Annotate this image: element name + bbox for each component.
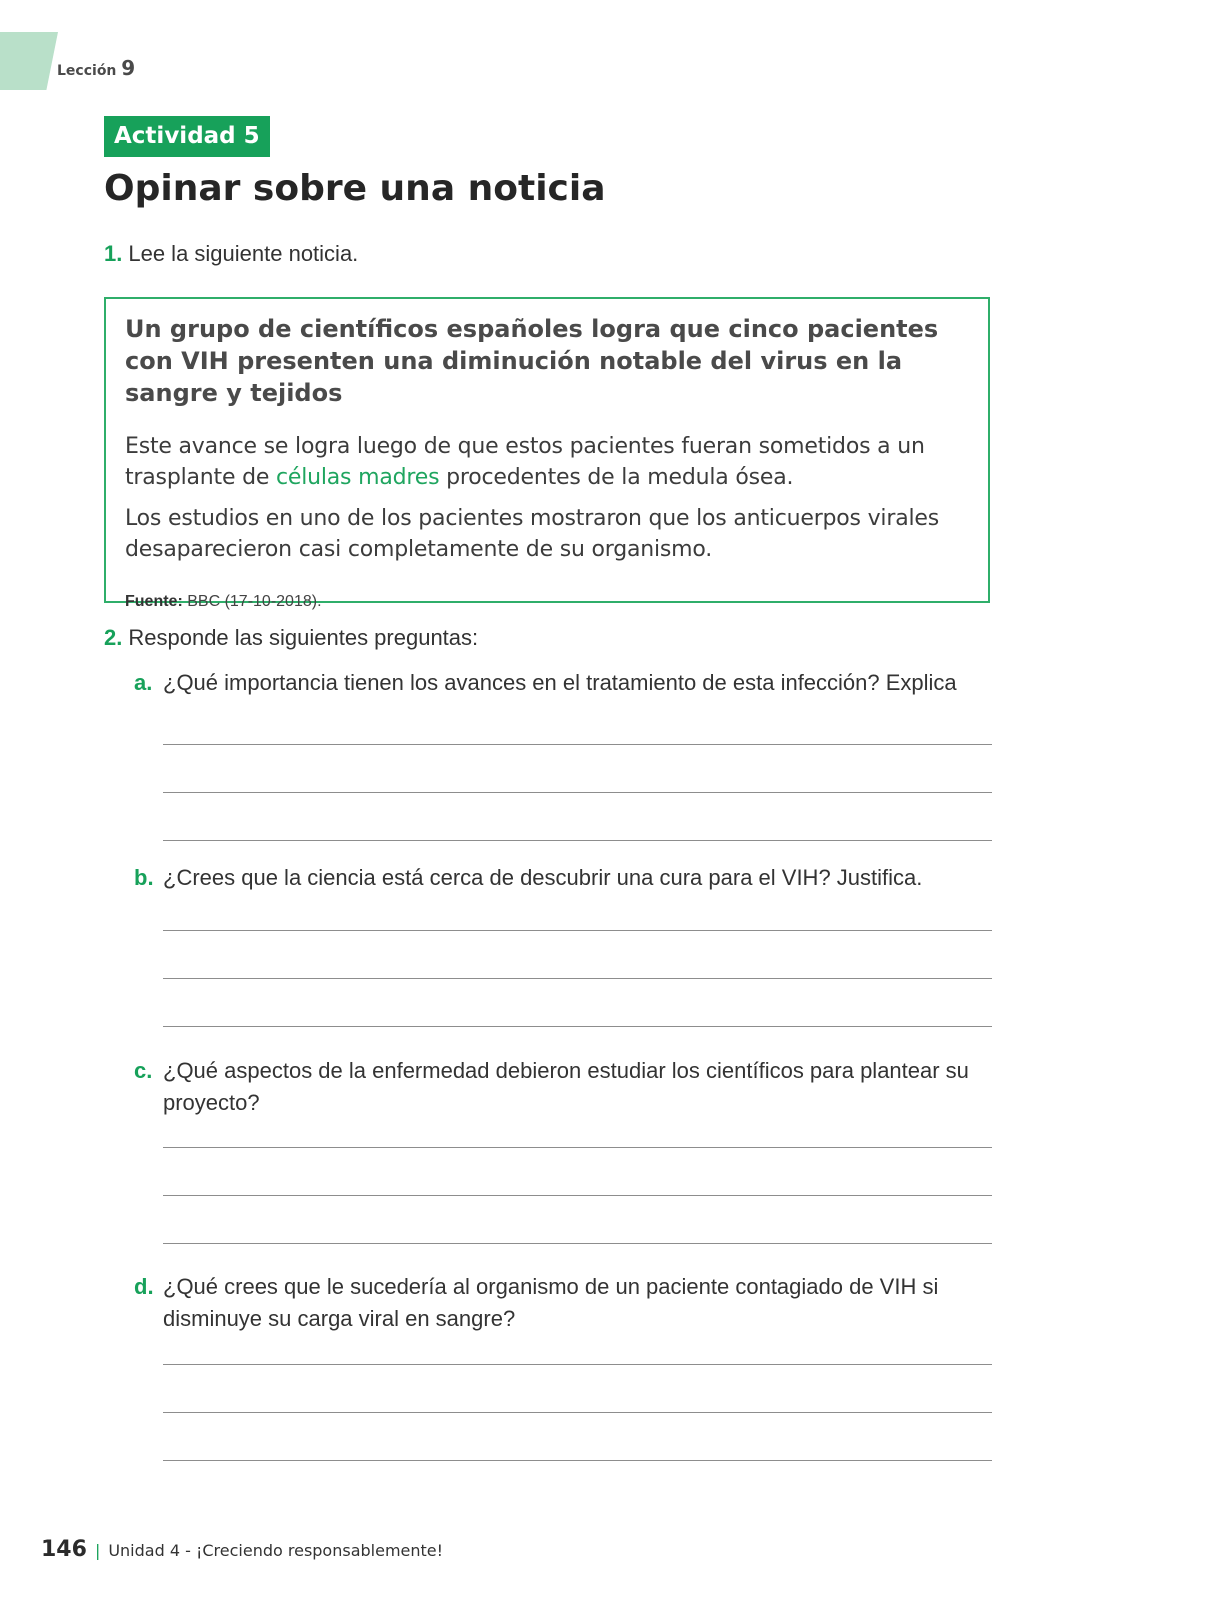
news-source	[125, 593, 970, 611]
question-a	[134, 667, 994, 699]
question-text: ¿Qué aspectos de la enfermedad debieron estudiar los científicos para plantear su proyecto?	[163, 1058, 969, 1115]
news-highlight-term: células madres	[275, 465, 440, 490]
question-text: ¿Crees que la ciencia está cerca de descubrir una cura para el VIH? Justifica.	[163, 865, 923, 890]
page-footer	[41, 1537, 443, 1562]
answer-line[interactable]	[163, 930, 992, 931]
answer-line[interactable]	[163, 1243, 992, 1244]
question-letter: a.	[134, 670, 153, 695]
activity-badge: Actividad 5	[104, 116, 270, 157]
question-b	[134, 862, 994, 894]
answer-line[interactable]	[163, 1364, 992, 1365]
question-letter: c.	[134, 1058, 153, 1083]
question-text: ¿Qué crees que le sucedería al organismo de un paciente contagiado de VIH si disminuye su carga viral en sangre?	[163, 1274, 939, 1331]
page-title: Opinar sobre una noticia	[104, 168, 606, 209]
answer-line[interactable]	[163, 1147, 992, 1148]
page-number: 146	[41, 1537, 87, 1562]
lesson-label	[57, 56, 135, 80]
answer-line[interactable]	[163, 744, 992, 745]
question-d	[134, 1271, 994, 1335]
answer-line[interactable]	[163, 1195, 992, 1196]
lesson-label-text: Lección	[57, 63, 117, 79]
answer-line[interactable]	[163, 1460, 992, 1461]
answer-line[interactable]	[163, 978, 992, 979]
step-2	[104, 625, 478, 651]
news-headline: Un grupo de científicos españoles logra que cinco pacientes con VIH presenten una diminución notable del virus en la sangre y tejidos	[125, 315, 939, 407]
step-1-number: 1.	[104, 241, 123, 266]
source-text: BBC (17-10-2018).	[187, 593, 322, 610]
answer-line[interactable]	[163, 840, 992, 841]
step-1	[104, 241, 358, 267]
question-letter: d.	[134, 1274, 154, 1299]
source-label: Fuente:	[125, 593, 183, 610]
step-2-number: 2.	[104, 625, 123, 650]
news-paragraph-2: Los estudios en uno de los pacientes mostraron que los anticuerpos virales desaparecieron casi completamente de su organismo.	[125, 506, 939, 562]
step-1-text: Lee la siguiente noticia.	[128, 241, 359, 266]
answer-line[interactable]	[163, 792, 992, 793]
news-p1-text-after: procedentes de la medula ósea.	[439, 465, 794, 490]
footer-unit-text: Unidad 4 - ¡Creciendo responsablemente!	[108, 1541, 444, 1560]
question-c	[134, 1055, 994, 1119]
lesson-tab-decoration	[0, 32, 58, 90]
question-text: ¿Qué importancia tienen los avances en el tratamiento de esta infección? Explica	[163, 670, 957, 695]
footer-separator: |	[94, 1541, 101, 1560]
step-2-text: Responde las siguientes preguntas:	[128, 625, 479, 650]
news-paragraph-1	[125, 431, 970, 493]
news-p1-text-before: Este avance se logra luego de que estos pacientes fueran sometidos a un trasplante de	[125, 434, 925, 490]
answer-line[interactable]	[163, 1412, 992, 1413]
news-box	[104, 297, 990, 610]
lesson-number: 9	[121, 56, 136, 80]
question-letter: b.	[134, 865, 154, 890]
answer-line[interactable]	[163, 1026, 992, 1027]
